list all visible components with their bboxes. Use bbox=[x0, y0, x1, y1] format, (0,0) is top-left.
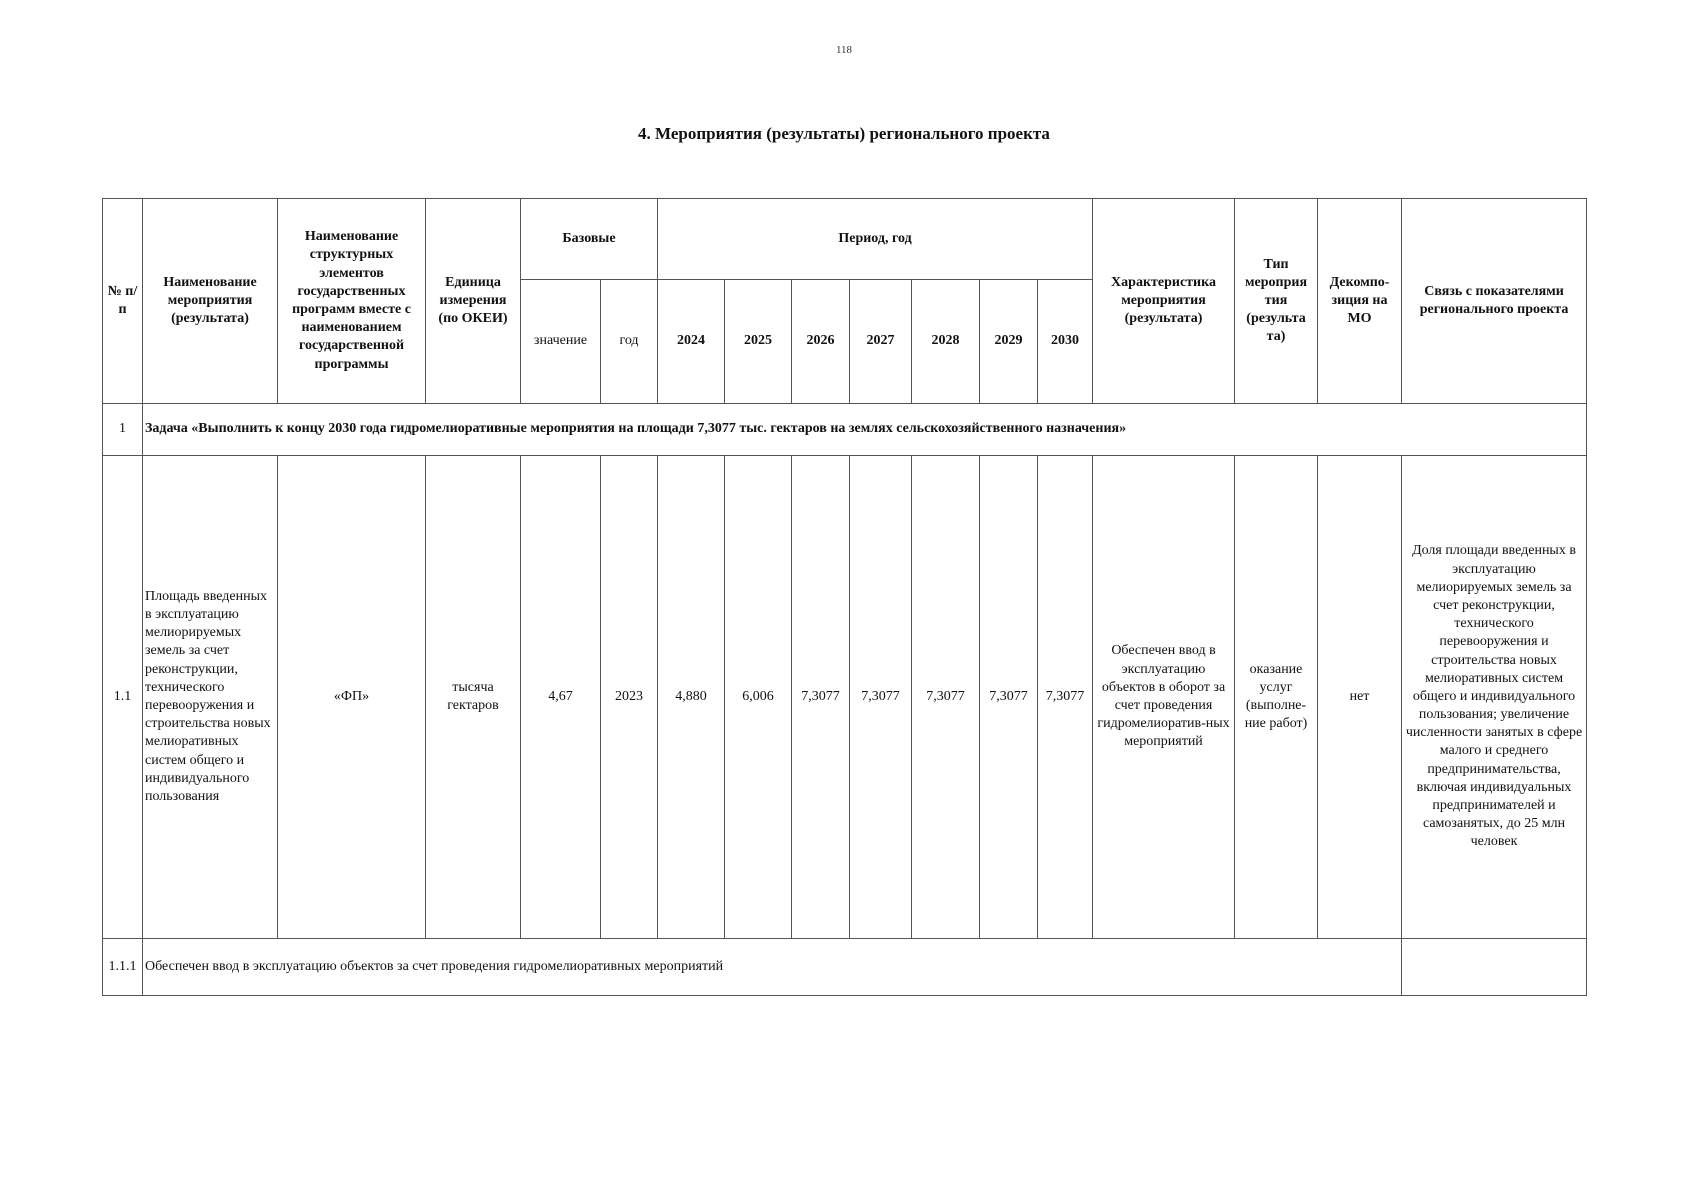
row-characteristic: Обеспечен ввод в эксплуатацию объектов в оборот за счет проведения гидромелиоратив-ных мероприятий bbox=[1093, 456, 1235, 939]
task-row bbox=[103, 404, 1587, 456]
header-year: 2026 bbox=[792, 280, 850, 404]
row-value-2029: 7,3077 bbox=[980, 456, 1038, 939]
row-value-2028: 7,3077 bbox=[912, 456, 980, 939]
header-base-value: значение bbox=[521, 280, 601, 404]
header-year: 2024 bbox=[658, 280, 725, 404]
row-base-year: 2023 bbox=[601, 456, 658, 939]
header-base: Базовые bbox=[521, 199, 658, 280]
row-value-2027: 7,3077 bbox=[850, 456, 912, 939]
header-year: 2030 bbox=[1038, 280, 1093, 404]
header-row-1 bbox=[103, 199, 1587, 280]
row-base-value: 4,67 bbox=[521, 456, 601, 939]
header-link: Связь с показателями регионального проекта bbox=[1402, 199, 1587, 404]
subrow bbox=[103, 939, 1587, 996]
table-row bbox=[103, 456, 1587, 939]
page-number: 118 bbox=[835, 44, 853, 56]
row-name: Площадь введенных в эксплуатацию мелиорируемых земель за счет реконструкции, технического перевооружения и строительства новых мелиоративных систем общего и индивидуального пользования bbox=[143, 456, 278, 939]
row-value-2025: 6,006 bbox=[725, 456, 792, 939]
header-period: Период, год bbox=[658, 199, 1093, 280]
row-unit: тысяча гектаров bbox=[426, 456, 521, 939]
task-text: Задача «Выполнить к концу 2030 года гидромелиоративные мероприятия на площади 7,3077 тыс. гектаров на землях сельскохозяйственного назначения» bbox=[143, 404, 1587, 456]
header-type: Тип мероприя тия (результа та) bbox=[1235, 199, 1318, 404]
header-name: Наименование мероприятия (результата) bbox=[143, 199, 278, 404]
subrow-empty bbox=[1402, 939, 1587, 996]
row-link: Доля площади введенных в эксплуатацию мелиорируемых земель за счет реконструкции, технического перевооружения и строительства новых мелиоративных систем общего и индивидуального пользования; увеличение численности занятых в сфере малого и среднего предпринимательства, включая индивидуальных предпринимателей и самозанятых, до 25 млн человек bbox=[1402, 456, 1587, 939]
row-value-2030: 7,3077 bbox=[1038, 456, 1093, 939]
row-decomposition: нет bbox=[1318, 456, 1402, 939]
header-characteristic: Характеристика мероприятия (результата) bbox=[1093, 199, 1235, 404]
header-decomposition: Декомпо-зиция на МО bbox=[1318, 199, 1402, 404]
subrow-text: Обеспечен ввод в эксплуатацию объектов за счет проведения гидромелиоративных мероприятий bbox=[143, 939, 1402, 996]
row-num: 1.1 bbox=[103, 456, 143, 939]
header-year: 2027 bbox=[850, 280, 912, 404]
header-year: 2028 bbox=[912, 280, 980, 404]
events-table bbox=[102, 198, 1587, 996]
header-year: 2029 bbox=[980, 280, 1038, 404]
row-structural: «ФП» bbox=[278, 456, 426, 939]
row-value-2026: 7,3077 bbox=[792, 456, 850, 939]
header-unit: Единица измерения (по ОКЕИ) bbox=[426, 199, 521, 404]
page-title: 4. Мероприятия (результаты) регионального проекта bbox=[638, 124, 1050, 143]
row-type: оказание услуг (выполне-ние работ) bbox=[1235, 456, 1318, 939]
header-structural: Наименование структурных элементов государственных программ вместе с наименованием государственной программы bbox=[278, 199, 426, 404]
task-num: 1 bbox=[103, 404, 143, 456]
header-year: 2025 bbox=[725, 280, 792, 404]
subrow-num: 1.1.1 bbox=[103, 939, 143, 996]
header-base-year: год bbox=[601, 280, 658, 404]
header-num: № п/п bbox=[103, 199, 143, 404]
row-value-2024: 4,880 bbox=[658, 456, 725, 939]
